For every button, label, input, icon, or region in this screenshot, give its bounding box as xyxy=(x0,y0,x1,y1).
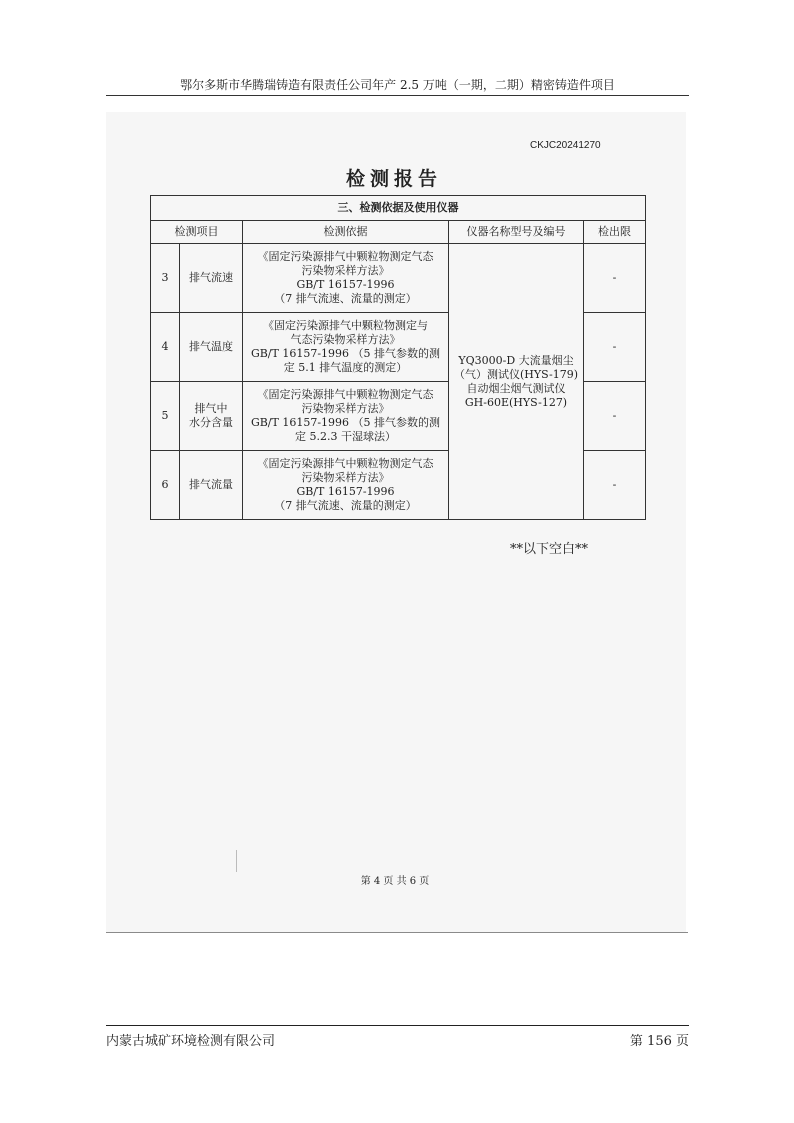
scan-edge xyxy=(106,932,688,933)
report-title: 检测报告 xyxy=(345,168,442,190)
footer-rule xyxy=(106,1025,689,1026)
document-header-title: 鄂尔多斯市华腾瑞铸造有限责任公司年产 2.5 万吨（一期，二期）精密铸造件项目 xyxy=(180,78,615,92)
row-number: 6 xyxy=(151,451,180,520)
detection-limit: - xyxy=(584,244,646,313)
detection-item: 排气温度 xyxy=(180,313,243,382)
detection-limit: - xyxy=(584,313,646,382)
section-title: 三、检测依据及使用仪器 xyxy=(151,196,646,221)
detection-item: 排气流量 xyxy=(180,451,243,520)
scan-artifact xyxy=(236,850,237,872)
report-code: CKJC20241270 xyxy=(530,140,601,151)
detection-limit: - xyxy=(584,451,646,520)
row-number: 3 xyxy=(151,244,180,313)
footer-page-number: 第 156 页 xyxy=(629,1034,689,1049)
report-page-number: 第 4 页 共 6 页 xyxy=(360,876,430,887)
detection-basis: 《固定污染源排气中颗粒物测定与 气态污染物采样方法》 GB/T 16157-1996 （5 排气参数的测 定 5.1 排气温度的测定） xyxy=(243,313,449,382)
col-header-instrument: 仪器名称型号及编号 xyxy=(449,221,584,244)
header-rule xyxy=(106,95,689,96)
table-row xyxy=(151,244,646,313)
detection-basis: 《固定污染源排气中颗粒物测定气态 污染物采样方法》 GB/T 16157-1996 （7 排气流速、流量的测定） xyxy=(243,451,449,520)
col-header-basis: 检测依据 xyxy=(243,221,449,244)
col-header-limit: 检出限 xyxy=(584,221,646,244)
detection-item: 排气流速 xyxy=(180,244,243,313)
row-number: 5 xyxy=(151,382,180,451)
blank-below-note: **以下空白** xyxy=(510,542,589,557)
footer-company: 内蒙古城矿环境检测有限公司 xyxy=(106,1034,276,1049)
col-header-item: 检测项目 xyxy=(151,221,243,244)
row-number: 4 xyxy=(151,313,180,382)
detection-limit: - xyxy=(584,382,646,451)
detection-item: 排气中 水分含量 xyxy=(180,382,243,451)
detection-basis: 《固定污染源排气中颗粒物测定气态 污染物采样方法》 GB/T 16157-1996 （5 排气参数的测 定 5.2.3 干湿球法） xyxy=(243,382,449,451)
detection-basis: 《固定污染源排气中颗粒物测定气态 污染物采样方法》 GB/T 16157-1996 （7 排气流速、流量的测定） xyxy=(243,244,449,313)
detection-basis-table xyxy=(150,195,646,520)
instrument-cell: YQ3000-D 大流量烟尘 （气）测试仪(HYS-179) 自动烟尘烟气测试仪 GH-60E(HYS-127) xyxy=(449,244,584,520)
